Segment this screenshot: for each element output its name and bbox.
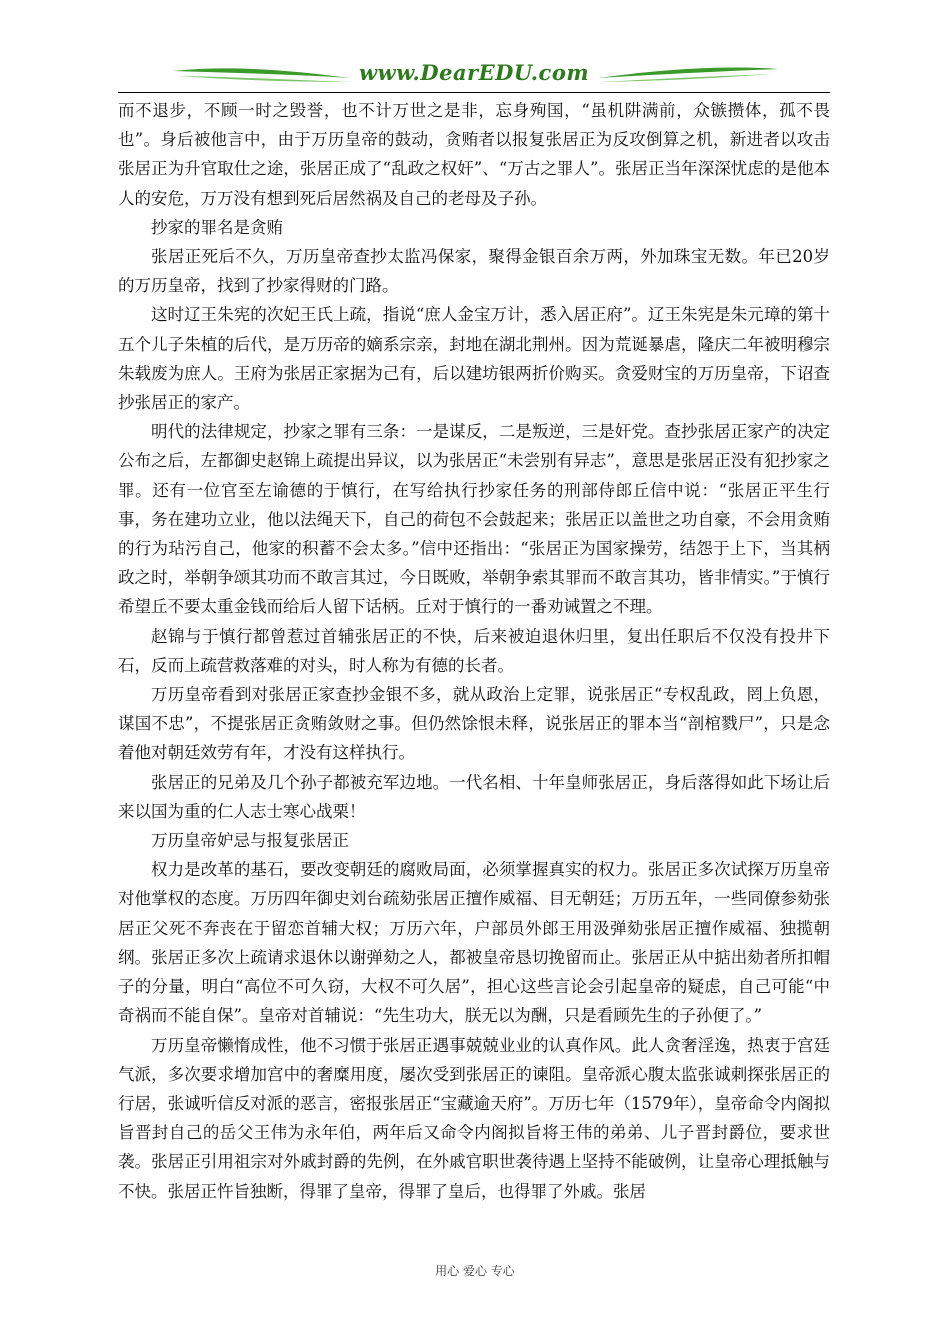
paragraph: 明代的法律规定，抄家之罪有三条：一是谋反，二是叛逆，三是奸党。查抄张居正家产的决定公布之后，左都御史赵锦上疏提出异议，以为张居正“未尝别有异志”，意思是张居正没有犯抄家之罪。还有一位官至左谕德的于慎行，在写给执行抄家任务的刑部侍郎丘信中说：“张居正平生行事，务在建功立业，他以法绳天下，自己的荷包不会鼓起来；张居正以盖世之功自豪，不会用贪贿的行为玷污自己，他家的积蓄不会太多。”信中还指出：“张居正为国家操劳，结怨于上下，当其柄政之时，举朝争颂其功而不敢言其过，今日既败，举朝争索其罪而不敢言其功，皆非情实。”于慎行希望丘不要太重金钱而给后人留下话柄。丘对于慎行的一番劝诫置之不理。	[118, 422, 830, 617]
paragraph: 张居正的兄弟及几个孙子都被充军边地。一代名相、十年皇师张居正，身后落得如此下场让后来以国为重的仁人志士寒心战栗！	[118, 772, 830, 821]
paragraph: 权力是改革的基石，要改变朝廷的腐败局面，必须掌握真实的权力。张居正多次试探万历皇帝对他掌权的态度。万历四年御史刘台疏劾张居正擅作威福、目无朝廷；万历五年，一些同僚参劾张居正父死不奔丧在于留恋首辅大权；万历六年，户部员外郎王用汲弹劾张居正擅作威福、独揽朝纲。张居正多次上疏请求退休以谢弹劾之人，都被皇帝恳切挽留而止。张居正从中掂出劾者所扣帽子的分量，明白“高位不可久窃，大权不可久居”，担心这些言论会引起皇帝的疑虑，自己可能“中奇祸而不能自保”。皇帝对首辅说：“先生功大，朕无以为酬，只是看顾先生的子孙便了。”	[118, 860, 830, 1026]
paragraph: 而不退步，不顾一时之毁誉，也不计万世之是非，忘身殉国，“虽机阱满前，众镞攒体，孤不畏也”。身后被他言中，由于万历皇帝的鼓动，贪贿者以报复张居正为反攻倒算之机，新进者以攻击张居正为升官取仕之途，张居正成了“乱政之权奸”、“万古之罪人”。张居正当年深深忧虑的是他本人的安危，万万没有想到死后居然祸及自己的老母及子孙。	[118, 101, 830, 208]
site-url[interactable]: www.DearEDU.com	[358, 60, 590, 85]
section-heading: 万历皇帝妒忌与报复张居正	[151, 831, 349, 851]
paragraph: 这时辽王朱宪的次妃王氏上疏，指说“庶人金宝万计，悉入居正府”。辽王朱宪是朱元璋的第十五个儿子朱植的后代，是万历帝的嫡系宗亲，封地在湖北荆州。因为荒诞暴虐，隆庆二年被明穆宗朱载废为庶人。王府为张居正家据为己有，后以建坊银两折价购买。贪爱财宝的万历皇帝，下诏查抄张居正的家产。	[118, 305, 830, 413]
paragraph: 万历皇帝看到对张居正家查抄金银不多，就从政治上定罪，说张居正“专权乱政，罔上负恩，谋国不忠”，不提张居正贪贿敛财之事。但仍然馀恨未释，说张居正的罪本当“剖棺戮尸”，只是念着他对朝廷效劳有年，才没有这样执行。	[118, 685, 830, 763]
site-header	[118, 58, 830, 92]
header-divider	[118, 92, 830, 93]
paragraph: 赵锦与于慎行都曾惹过首辅张居正的不快，后来被迫退休归里，复出任职后不仅没有投井下石，反而上疏营救落难的对头，时人称为有德的长者。	[118, 626, 830, 675]
page-footer: 用心 爱心 专心	[435, 1264, 515, 1278]
paragraph: 张居正死后不久，万历皇帝查抄太监冯保家，聚得金银百余万两，外加珠宝无数。年已20岁的万历皇帝，找到了抄家得财的门路。	[118, 247, 830, 296]
article-body	[118, 96, 830, 1206]
section-heading: 抄家的罪名是贪贿	[151, 217, 283, 237]
paragraph: 万历皇帝懒惰成性，他不习惯于张居正遇事兢兢业业的认真作风。此人贪奢淫逸，热衷于宫廷气派，多次要求增加宫中的奢糜用度，屡次受到张居正的谏阻。皇帝派心腹太监张诚刺探张居正的行居，张诚听信反对派的恶言，密报张居正“宝藏逾天府”。万历七年（1579年），皇帝命令内阁拟旨晋封自己的岳父王伟为永年伯，两年后又命令内阁拟旨将王伟的弟弟、儿子晋封爵位，要求世袭。张居正引用祖宗对外戚封爵的先例，在外戚官职世袭待遇上坚持不能破例，让皇帝心理抵触与不快。张居正忤旨独断，得罪了皇帝，得罪了皇后，也得罪了外戚。张居	[118, 1035, 830, 1201]
